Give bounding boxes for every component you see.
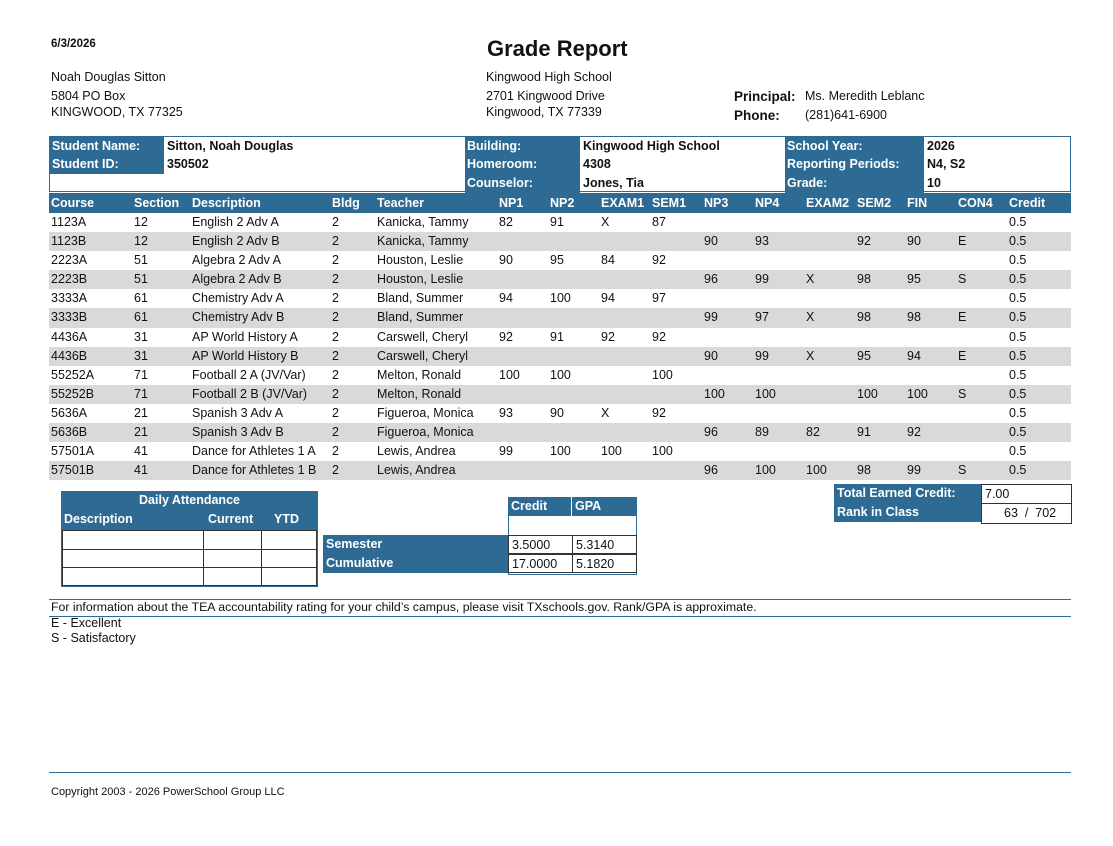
cell-sem1: 92: [652, 329, 666, 344]
cell-np4: 100: [755, 463, 776, 478]
principal-name: Ms. Meredith Leblanc: [805, 89, 925, 103]
col-header-bldg: Bldg: [332, 196, 360, 210]
cell-description: Algebra 2 Adv B: [192, 272, 282, 287]
cell-section: 61: [134, 291, 148, 306]
table-row: [49, 385, 1071, 404]
table-row: [49, 213, 1071, 232]
cell-sem1: 92: [652, 405, 666, 420]
cell-teacher: Lewis, Andrea: [377, 463, 456, 478]
semester-gpa: 5.3140: [572, 535, 637, 554]
cell-bldg: 2: [332, 405, 339, 420]
cell-np3: 99: [704, 310, 718, 325]
cell-np2: 91: [550, 215, 564, 229]
attendance-cell: [261, 549, 317, 568]
cell-description: English 2 Adv A: [192, 215, 279, 229]
cell-description: Chemistry Adv A: [192, 291, 284, 306]
cell-credit: 0.5: [1009, 463, 1027, 478]
col-header-sem1: SEM1: [652, 196, 687, 210]
cell-credit: 0.5: [1009, 329, 1027, 344]
cell-section: 31: [134, 348, 148, 363]
col-header-exam1: EXAM1: [601, 196, 645, 210]
cell-np4: 99: [755, 348, 769, 363]
cell-course: 4436B: [51, 348, 88, 363]
cell-course: 3333B: [51, 310, 88, 325]
cell-sem2: 92: [857, 234, 871, 249]
table-row: [49, 442, 1071, 461]
report-date: 6/3/2026: [51, 38, 96, 50]
cell-description: Spanish 3 Adv B: [192, 425, 284, 440]
cell-bldg: 2: [332, 234, 339, 249]
cell-description: Dance for Athletes 1 B: [192, 463, 317, 478]
attendance-col-current: Current: [208, 512, 254, 526]
homeroom-value: 4308: [583, 157, 611, 171]
cell-description: AP World History B: [192, 348, 299, 363]
cell-con4: E: [958, 348, 967, 363]
table-row: [49, 328, 1071, 347]
cell-bldg: 2: [332, 272, 339, 287]
table-row: [49, 461, 1071, 480]
cell-bldg: 2: [332, 463, 339, 478]
cell-sem2: 98: [857, 272, 871, 287]
cell-np3: 96: [704, 272, 718, 287]
cell-np1: 92: [499, 329, 513, 344]
attendance-cell: [203, 530, 262, 550]
cell-fin: 90: [907, 234, 921, 249]
cell-description: English 2 Adv B: [192, 234, 280, 249]
cell-exam2: X: [806, 272, 815, 287]
cell-np4: 89: [755, 425, 769, 440]
col-header-sem2: SEM2: [857, 196, 892, 210]
school-year-value: 2026: [927, 139, 955, 153]
cell-course: 4436A: [51, 329, 88, 344]
col-header-np3: NP3: [704, 196, 729, 210]
cell-bldg: 2: [332, 444, 339, 459]
cell-fin: 98: [907, 310, 921, 325]
cell-np2: 95: [550, 253, 564, 268]
cumulative-credit: 17.0000: [508, 554, 573, 573]
col-header-course: Course: [51, 196, 95, 210]
cell-bldg: 2: [332, 215, 339, 229]
cell-course: 57501B: [51, 463, 95, 478]
homeroom-label: Homeroom:: [465, 155, 580, 174]
page-title: Grade Report: [487, 36, 628, 61]
col-header-np4: NP4: [755, 196, 780, 210]
recipient-address-line1: 5804 PO Box: [51, 89, 126, 103]
cell-np4: 99: [755, 272, 769, 287]
cell-np2: 91: [550, 329, 564, 344]
table-row: [49, 308, 1071, 327]
legend-satisfactory: S - Satisfactory: [51, 631, 136, 645]
student-name-value: Sitton, Noah Douglas: [167, 139, 294, 153]
cell-bldg: 2: [332, 329, 339, 344]
cell-sem2: 98: [857, 463, 871, 478]
cell-sem1: 100: [652, 367, 673, 382]
cell-np1: 100: [499, 367, 520, 382]
building-label: Building:: [465, 137, 580, 156]
cell-credit: 0.5: [1009, 215, 1027, 229]
cell-teacher: Kanicka, Tammy: [377, 215, 469, 229]
cell-sem1: 92: [652, 253, 666, 268]
col-header-np1: NP1: [499, 196, 524, 210]
cell-section: 41: [134, 463, 148, 478]
cell-np1: 94: [499, 291, 513, 306]
cell-credit: 0.5: [1009, 310, 1027, 325]
cell-con4: S: [958, 386, 967, 401]
cell-section: 51: [134, 272, 148, 287]
cell-teacher: Houston, Leslie: [377, 253, 464, 268]
cell-teacher: Bland, Summer: [377, 291, 464, 306]
cell-teacher: Carswell, Cheryl: [377, 348, 468, 363]
cell-np4: 100: [755, 386, 776, 401]
cell-fin: 99: [907, 463, 921, 478]
cell-teacher: Lewis, Andrea: [377, 444, 456, 459]
cell-teacher: Figueroa, Monica: [377, 405, 474, 420]
student-info-block: [49, 136, 1071, 192]
cell-exam1: X: [601, 215, 610, 229]
cell-exam1: 94: [601, 291, 615, 306]
cell-teacher: Kanicka, Tammy: [377, 234, 469, 249]
cell-fin: 95: [907, 272, 921, 287]
cell-bldg: 2: [332, 310, 339, 325]
table-row: [49, 251, 1071, 270]
cell-course: 5636B: [51, 425, 88, 440]
cell-con4: E: [958, 234, 967, 249]
cell-section: 21: [134, 405, 148, 420]
cell-credit: 0.5: [1009, 386, 1027, 401]
school-address-line2: Kingwood, TX 77339: [486, 105, 602, 119]
cell-description: Chemistry Adv B: [192, 310, 285, 325]
table-row: [49, 347, 1071, 366]
cell-credit: 0.5: [1009, 253, 1027, 268]
cell-section: 41: [134, 444, 148, 459]
cell-credit: 0.5: [1009, 234, 1027, 249]
grades-header-row: [49, 193, 1071, 213]
cell-con4: S: [958, 272, 967, 287]
cell-np1: 82: [499, 215, 513, 229]
cell-section: 12: [134, 215, 148, 229]
cell-sem1: 97: [652, 291, 666, 306]
cell-exam1: 84: [601, 253, 615, 268]
rank-in-class-label: Rank in Class: [834, 503, 981, 522]
cell-con4: S: [958, 463, 967, 478]
cell-exam1: 100: [601, 444, 622, 459]
cell-sem1: 100: [652, 444, 673, 459]
grade-value: 10: [927, 176, 941, 190]
cell-description: Football 2 B (JV/Var): [192, 386, 308, 401]
copyright: Copyright 2003 - 2026 PowerSchool Group LLC: [51, 786, 285, 798]
cell-sem2: 91: [857, 425, 871, 440]
semester-label: Semester: [323, 535, 508, 554]
cell-teacher: Carswell, Cheryl: [377, 329, 468, 344]
cell-exam2: 82: [806, 425, 820, 440]
attendance-cell: [261, 567, 317, 586]
attendance-cell: [62, 567, 204, 586]
divider: [49, 616, 1071, 617]
cell-course: 57501A: [51, 444, 95, 459]
cell-np2: 100: [550, 444, 571, 459]
cell-section: 71: [134, 386, 148, 401]
attendance-cell: [261, 530, 317, 550]
cell-teacher: Melton, Ronald: [377, 367, 462, 382]
school-name: Kingwood High School: [486, 70, 612, 84]
cell-description: AP World History A: [192, 329, 298, 344]
col-header-credit: Credit: [1009, 196, 1046, 210]
attendance-cell: [203, 567, 262, 586]
table-row: [49, 423, 1071, 442]
cell-bldg: 2: [332, 348, 339, 363]
cell-np2: 100: [550, 291, 571, 306]
gpa-col-gpa: GPA: [572, 497, 637, 516]
cell-credit: 0.5: [1009, 425, 1027, 440]
cell-con4: E: [958, 310, 967, 325]
cell-credit: 0.5: [1009, 291, 1027, 306]
col-header-exam2: EXAM2: [806, 196, 850, 210]
cell-np4: 97: [755, 310, 769, 325]
cell-credit: 0.5: [1009, 444, 1027, 459]
cell-credit: 0.5: [1009, 367, 1027, 382]
counselor-value: Jones, Tia: [583, 176, 644, 190]
daily-attendance-table: [61, 491, 318, 587]
cell-course: 1123A: [51, 215, 87, 229]
cell-course: 1123B: [51, 234, 87, 249]
cell-np4: 93: [755, 234, 769, 249]
cell-teacher: Figueroa, Monica: [377, 425, 474, 440]
divider: [49, 772, 1071, 773]
cell-section: 12: [134, 234, 148, 249]
col-header-teacher: Teacher: [377, 196, 425, 210]
cumulative-label: Cumulative: [323, 554, 508, 573]
cell-course: 5636A: [51, 405, 88, 420]
grades-table: [49, 193, 1071, 480]
accountability-footnote: For information about the TEA accountability rating for your child’s campus, please visit TXschools.gov. Rank/GPA is approximate.: [51, 600, 757, 614]
cell-np3: 96: [704, 463, 718, 478]
student-id-value: 350502: [167, 157, 209, 171]
total-earned-credit-label: Total Earned Credit:: [834, 484, 981, 503]
student-name-label: Student Name:: [50, 137, 164, 156]
cell-fin: 94: [907, 348, 921, 363]
col-header-fin: FIN: [907, 196, 928, 210]
phone-number: (281)641-6900: [805, 108, 888, 122]
cumulative-gpa: 5.1820: [572, 554, 637, 573]
cell-exam1: 92: [601, 329, 615, 344]
cell-np2: 100: [550, 367, 571, 382]
table-row: [49, 366, 1071, 385]
cell-sem2: 98: [857, 310, 871, 325]
cell-credit: 0.5: [1009, 272, 1027, 287]
reporting-periods-value: N4, S2: [927, 157, 966, 171]
cell-teacher: Melton, Ronald: [377, 386, 462, 401]
cell-section: 21: [134, 425, 148, 440]
cell-exam2: X: [806, 348, 815, 363]
col-header-section: Section: [134, 196, 180, 210]
gpa-col-credit: Credit: [508, 497, 572, 516]
principal-label: Principal:: [734, 89, 796, 104]
attendance-cell: [203, 549, 262, 568]
cell-sem1: 87: [652, 215, 666, 229]
phone-label: Phone:: [734, 108, 780, 123]
cell-course: 2223B: [51, 272, 88, 287]
reporting-periods-label: Reporting Periods:: [785, 155, 924, 174]
cell-exam2: 100: [806, 463, 827, 478]
cell-section: 61: [134, 310, 148, 325]
attendance-col-ytd: YTD: [274, 512, 299, 526]
table-row: [49, 270, 1071, 289]
table-row: [49, 232, 1071, 251]
cell-bldg: 2: [332, 291, 339, 306]
recipient-name: Noah Douglas Sitton: [51, 70, 166, 84]
cell-np1: 93: [499, 405, 513, 420]
cell-credit: 0.5: [1009, 405, 1027, 420]
school-address-line1: 2701 Kingwood Drive: [486, 89, 605, 103]
cell-np2: 90: [550, 405, 564, 420]
col-header-con4: CON4: [958, 196, 993, 210]
cell-course: 55252B: [51, 386, 95, 401]
cell-description: Football 2 A (JV/Var): [192, 367, 306, 382]
cell-description: Dance for Athletes 1 A: [192, 444, 316, 459]
cell-section: 31: [134, 329, 148, 344]
recipient-address-line2: KINGWOOD, TX 77325: [51, 105, 183, 119]
col-header-description: Description: [192, 196, 261, 210]
cell-exam1: X: [601, 405, 610, 420]
grade-label: Grade:: [785, 174, 924, 193]
cell-course: 55252A: [51, 367, 95, 382]
cell-np1: 99: [499, 444, 513, 459]
cell-description: Spanish 3 Adv A: [192, 405, 284, 420]
cell-teacher: Houston, Leslie: [377, 272, 464, 287]
cell-np3: 90: [704, 234, 718, 249]
school-year-label: School Year:: [785, 137, 924, 156]
legend-excellent: E - Excellent: [51, 616, 122, 630]
cell-np3: 96: [704, 425, 718, 440]
cell-description: Algebra 2 Adv A: [192, 253, 281, 268]
cell-teacher: Bland, Summer: [377, 310, 464, 325]
attendance-col-description: Description: [64, 512, 133, 526]
cell-bldg: 2: [332, 425, 339, 440]
cell-fin: 92: [907, 425, 921, 440]
rank-in-class-value: 63 / 702: [981, 503, 1072, 524]
cell-sem2: 95: [857, 348, 871, 363]
cell-bldg: 2: [332, 367, 339, 382]
cell-course: 2223A: [51, 253, 88, 268]
cell-sem2: 100: [857, 386, 878, 401]
cell-np1: 90: [499, 253, 513, 268]
col-header-np2: NP2: [550, 196, 575, 210]
attendance-cell: [62, 549, 204, 568]
counselor-label: Counselor:: [465, 174, 580, 193]
table-row: [49, 404, 1071, 423]
cell-bldg: 2: [332, 253, 339, 268]
semester-credit: 3.5000: [508, 535, 573, 554]
cell-section: 51: [134, 253, 148, 268]
cell-np3: 90: [704, 348, 718, 363]
cell-credit: 0.5: [1009, 348, 1027, 363]
cell-exam2: X: [806, 310, 815, 325]
cell-fin: 100: [907, 386, 928, 401]
total-earned-credit-value: 7.00: [981, 484, 1072, 504]
cell-section: 71: [134, 367, 148, 382]
attendance-title: Daily Attendance: [62, 492, 317, 509]
student-id-label: Student ID:: [50, 155, 164, 174]
building-value: Kingwood High School: [583, 139, 720, 153]
attendance-cell: [62, 530, 204, 550]
cell-course: 3333A: [51, 291, 88, 306]
table-row: [49, 289, 1071, 308]
cell-bldg: 2: [332, 386, 339, 401]
cell-np3: 100: [704, 386, 725, 401]
